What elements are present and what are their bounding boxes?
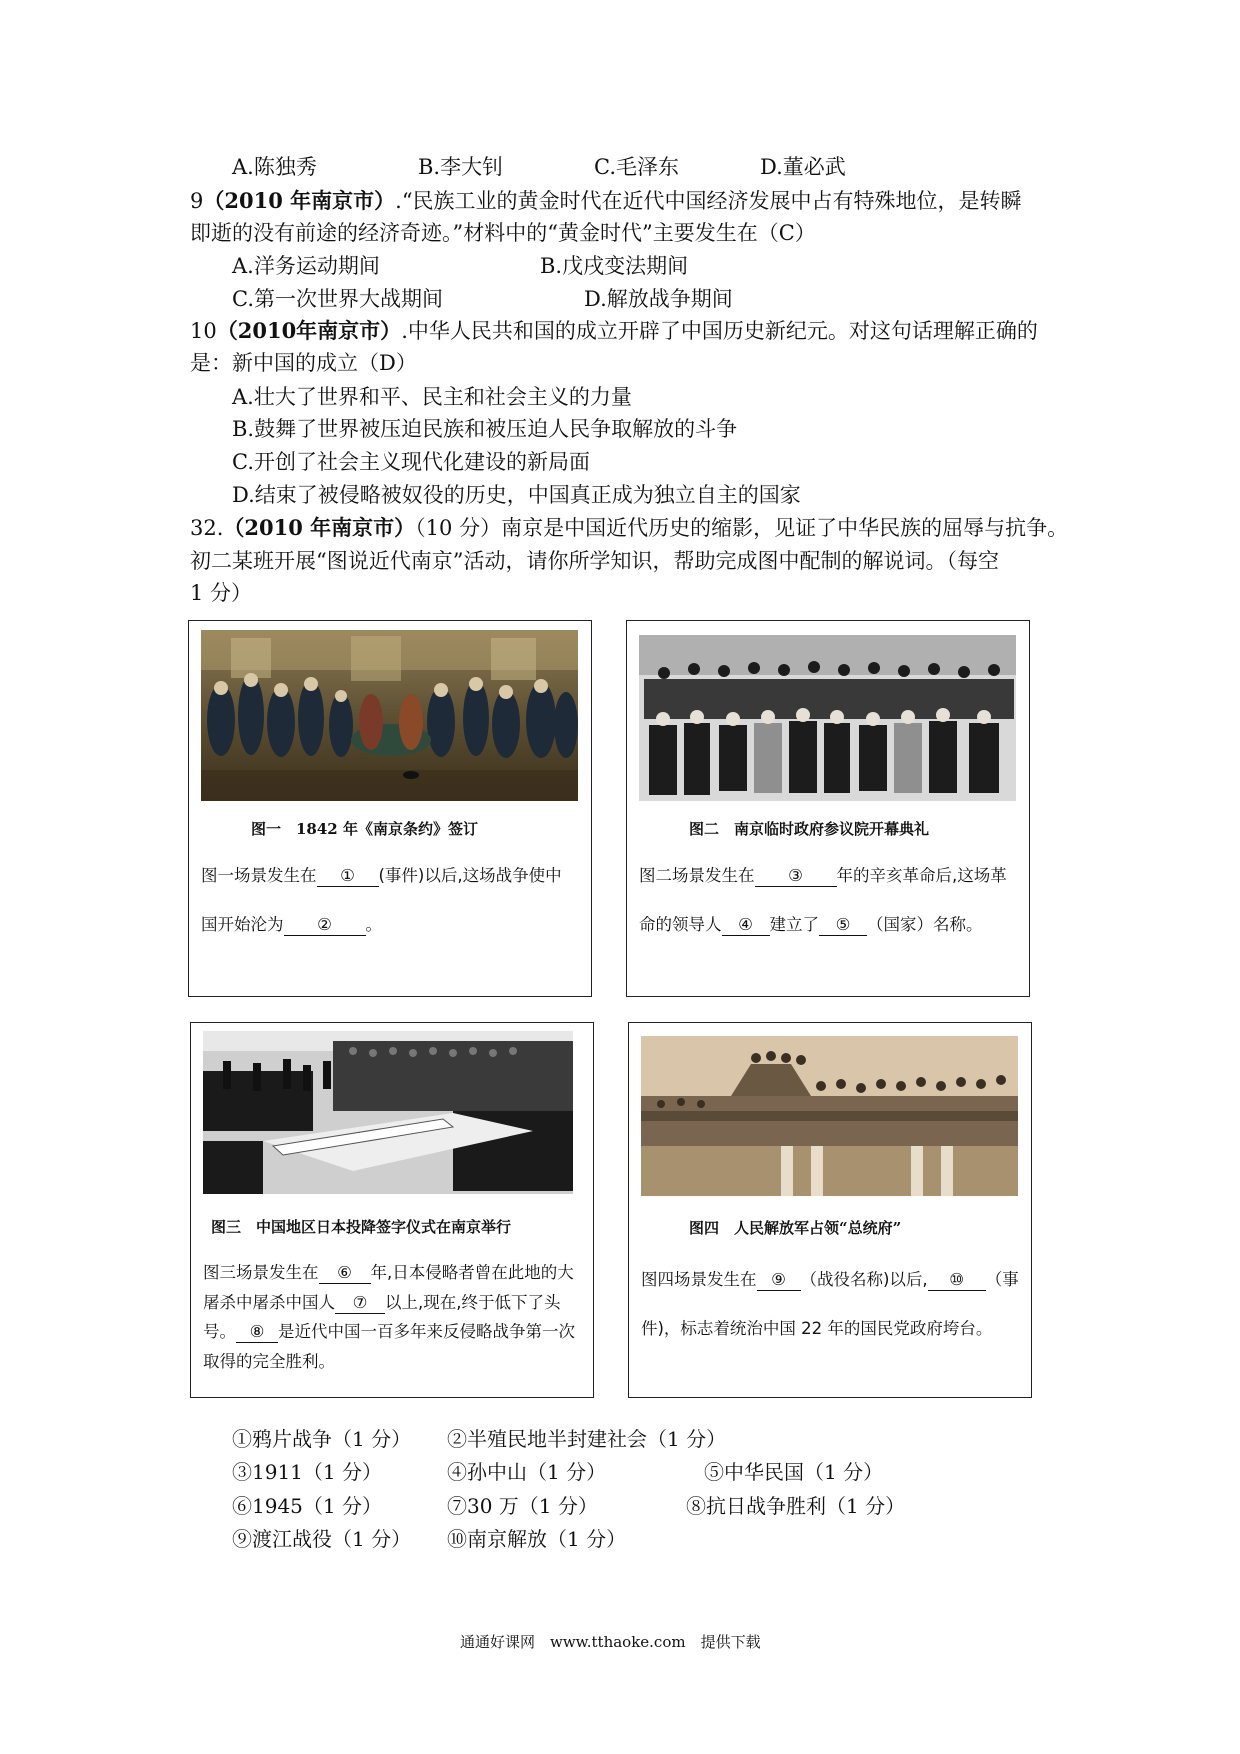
answer-9: ⑨渡江战役（1 分） <box>232 1527 412 1551</box>
photo-japanese-surrender-ceremony <box>203 1031 573 1194</box>
figure-2-text-line1 <box>639 851 1007 900</box>
figure-3-caption: 图三 中国地区日本投降签字仪式在南京举行 <box>211 1218 512 1236</box>
panel-figure-4 <box>628 1022 1032 1398</box>
answer-5: ⑤中华民国（1 分） <box>704 1460 884 1484</box>
q32-source: （2010 年南京市） <box>223 515 416 540</box>
figure-3-text-line1 <box>203 1258 574 1287</box>
q8-option-b: B.李大钊 <box>418 155 504 179</box>
blank-7: ⑦ <box>335 1293 385 1314</box>
q9-option-d: D.解放战争期间 <box>584 287 733 311</box>
q32-stem-line3: 1 分） <box>190 581 253 605</box>
panel-figure-3 <box>190 1022 594 1398</box>
q10-source: （2010年南京市） <box>216 318 402 343</box>
figure-3-text-line3 <box>203 1317 575 1346</box>
figure-1-text-c: 国开始沦为 <box>201 915 284 934</box>
figure-4-text-c: （事 <box>985 1270 1019 1289</box>
figure-3-text-f: 是近代中国一百多年来反侵略战争第一次 <box>278 1322 575 1341</box>
q10-stem-text: .中华人民共和国的成立开辟了中国历史新纪元。对这句话理解正确的 <box>401 319 1038 343</box>
figure-3-text-a: 图三场景发生在 <box>203 1263 319 1282</box>
q8-option-c: C.毛泽东 <box>594 155 679 179</box>
q9-option-a: A.洋务运动期间 <box>232 254 380 278</box>
blank-6: ⑥ <box>319 1263 371 1284</box>
blank-5: ⑤ <box>819 915 867 936</box>
page-footer: 通通好课网 www.tthaoke.com 提供下载 <box>460 1633 761 1651</box>
figure-1-caption: 图一 1842 年《南京条约》签订 <box>251 820 478 838</box>
figure-4-text-b: （战役名称)以后, <box>800 1270 928 1289</box>
figure-2-caption: 图二 南京临时政府参议院开幕典礼 <box>689 820 930 838</box>
blank-9: ⑨ <box>757 1270 801 1291</box>
answer-7: ⑦30 万（1 分） <box>447 1494 598 1518</box>
figure-2-text-line2 <box>639 900 983 949</box>
q9-stem-line2: 即逝的没有前途的经济奇迹。”材料中的“黄金时代”主要发生在（C） <box>190 221 816 245</box>
blank-4: ④ <box>722 915 770 936</box>
q10-option-a: A.壮大了世界和平、民主和社会主义的力量 <box>232 385 632 409</box>
q9-number: 9 <box>190 189 204 213</box>
q8-option-a: A.陈独秀 <box>232 155 317 179</box>
photo-treaty-of-nanking-painting <box>201 630 578 801</box>
figure-4-text-line1 <box>641 1255 1019 1304</box>
figure-2-text-c: 命的领导人 <box>639 915 722 934</box>
figure-3-text-b: 年,日本侵略者曾在此地的大 <box>370 1263 574 1282</box>
answer-8: ⑧抗日战争胜利（1 分） <box>686 1494 906 1518</box>
figure-1-text-b: (事件)以后,这场战争使中 <box>378 866 562 885</box>
q9-stem-text: .“民族工业的黄金时代在近代中国经济发展中占有特殊地位，是转瞬 <box>395 189 1022 213</box>
answer-3: ③1911（1 分） <box>232 1460 382 1484</box>
blank-10: ⑩ <box>928 1270 986 1291</box>
panel-figure-1 <box>188 620 592 997</box>
figure-4-caption: 图四 人民解放军占领“总统府” <box>689 1219 902 1237</box>
blank-2: ② <box>284 915 366 936</box>
figure-2-text-e: （国家）名称。 <box>867 915 983 934</box>
blank-3: ③ <box>755 866 837 887</box>
answer-4: ④孙中山（1 分） <box>447 1460 607 1484</box>
blank-1: ① <box>317 866 379 887</box>
q10-option-b: B.鼓舞了世界被压迫民族和被压迫人民争取解放的斗争 <box>232 417 738 441</box>
q9-source: （2010 年南京市） <box>203 188 396 213</box>
q32-stem-text: （10 分）南京是中国近代历史的缩影，见证了中华民族的屈辱与抗争。 <box>415 516 1069 540</box>
figure-3-text-c: 屠杀中屠杀中国人 <box>203 1293 335 1312</box>
q10-option-d: D.结束了被侵略被奴役的历史，中国真正成为独立自主的国家 <box>232 483 801 507</box>
q10-option-c: C.开创了社会主义现代化建设的新局面 <box>232 450 590 474</box>
figure-1-text-line1 <box>201 851 562 900</box>
figure-2-text-b: 年的辛亥革命后,这场革 <box>836 866 1007 885</box>
panel-figure-2 <box>626 620 1030 997</box>
figure-3-text-line4: 取得的完全胜利。 <box>203 1352 335 1371</box>
q9-option-c: C.第一次世界大战期间 <box>232 287 443 311</box>
q10-number: 10 <box>190 319 217 343</box>
q10-stem-line2: 是：新中国的成立（D） <box>190 351 417 375</box>
q9-stem-line1 <box>190 186 1022 216</box>
figure-1-text-line2 <box>201 900 382 949</box>
q8-option-d: D.董必武 <box>760 155 846 179</box>
answer-10: ⑩南京解放（1 分） <box>447 1527 627 1551</box>
q32-number: 32. <box>190 516 224 540</box>
figure-4-text-a: 图四场景发生在 <box>641 1270 757 1289</box>
figure-3-text-d: 以上,现在,终于低下了头 <box>385 1293 561 1312</box>
figure-1-text-d: 。 <box>365 915 382 934</box>
photo-pla-occupies-presidential-palace <box>641 1036 1018 1196</box>
answer-6: ⑥1945（1 分） <box>232 1494 382 1518</box>
q10-stem-line1 <box>190 316 1038 346</box>
blank-8: ⑧ <box>236 1322 278 1343</box>
answer-2: ②半殖民地半封建社会（1 分） <box>447 1427 727 1451</box>
q9-option-b: B.戊戌变法期间 <box>540 254 689 278</box>
figure-3-text-e: 号。 <box>203 1322 236 1341</box>
figure-2-text-a: 图二场景发生在 <box>639 866 755 885</box>
q32-stem-line1 <box>190 513 1068 543</box>
figure-4-text-line2: 件)，标志着统治中国 22 年的国民党政府垮台。 <box>641 1319 993 1338</box>
photo-senate-opening-ceremony <box>639 635 1016 801</box>
answer-1: ①鸦片战争（1 分） <box>232 1427 412 1451</box>
figure-3-text-line2 <box>203 1288 561 1317</box>
figure-2-text-d: 建立了 <box>769 915 819 934</box>
figure-1-text-a: 图一场景发生在 <box>201 866 317 885</box>
q32-stem-line2: 初二某班开展“图说近代南京”活动，请你所学知识，帮助完成图中配制的解说词。（每空 <box>190 549 999 573</box>
